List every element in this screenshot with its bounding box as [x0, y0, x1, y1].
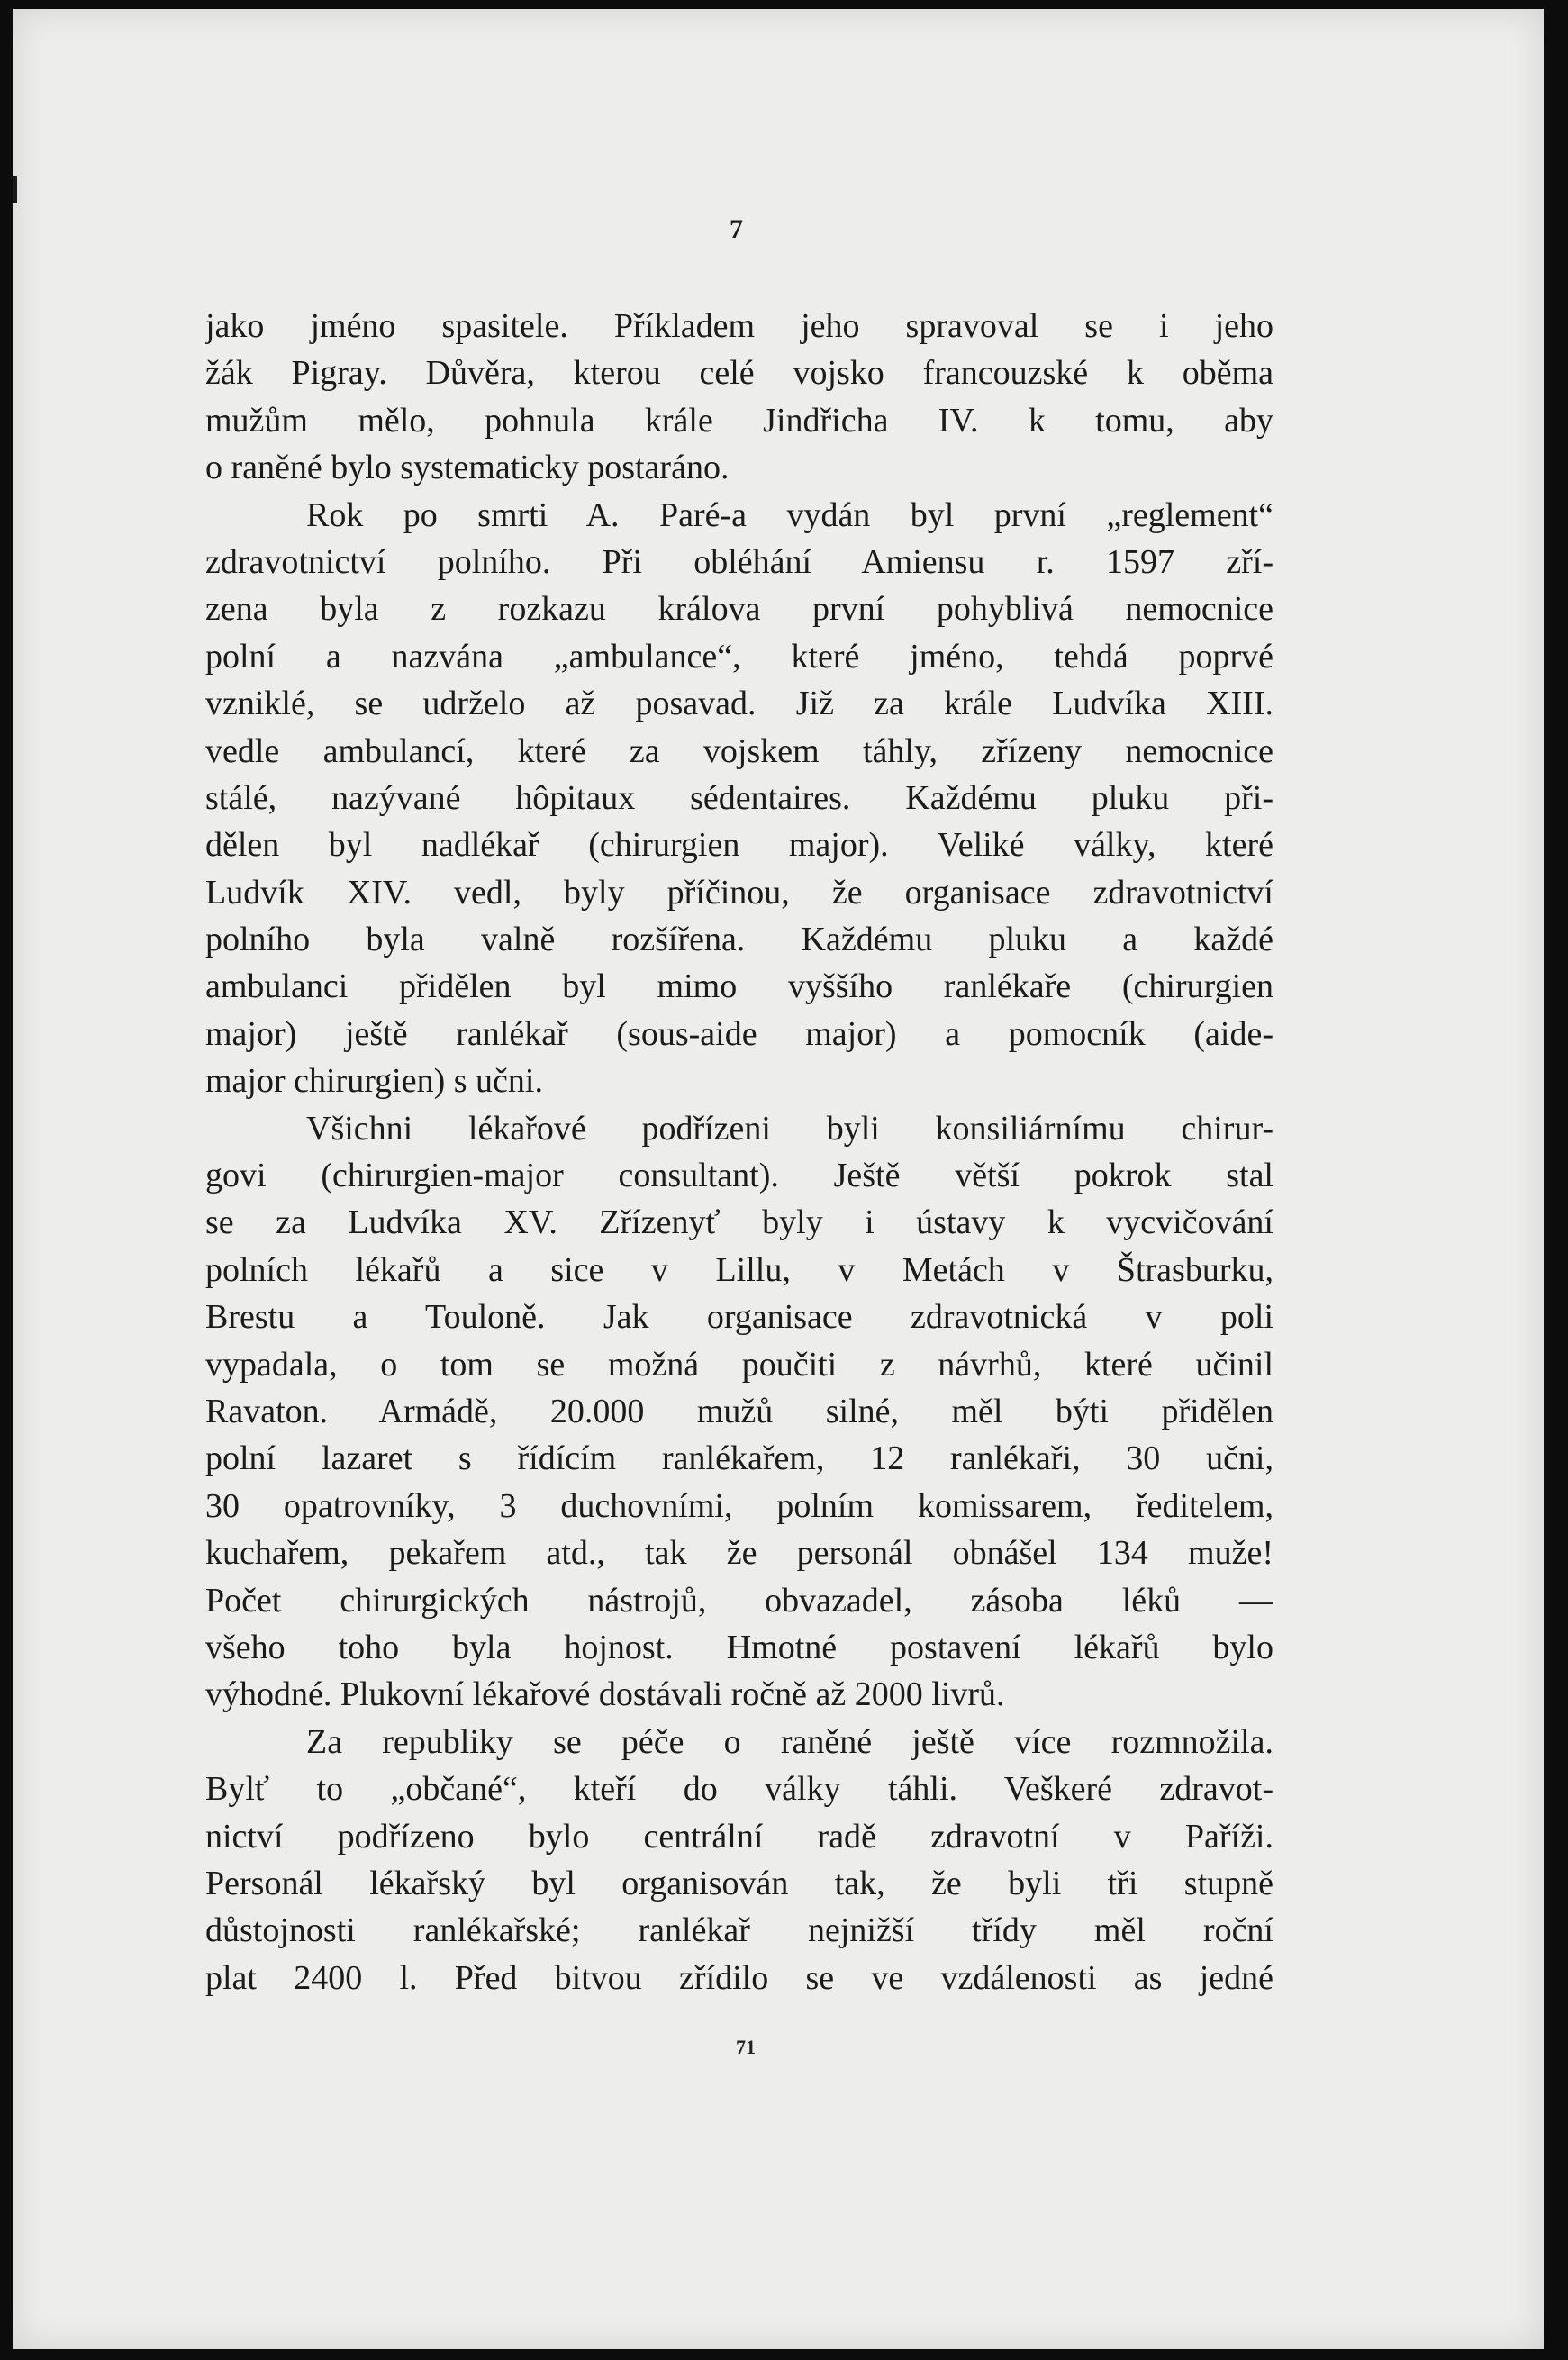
text-line: Počet chirurgických nástrojů, obvazadel, zásoba léků —: [205, 1581, 1273, 1620]
text-line: Rok po smrti A. Paré-a vydán byl první „reglement“: [306, 495, 1273, 534]
text-line: Ravaton. Armádě, 20.000 mužů silné, měl býti přidělen: [205, 1392, 1273, 1430]
text-line: plat 2400 l. Před bitvou zřídilo se ve vzdálenosti as jedné: [205, 1958, 1273, 1997]
text-line: stálé, nazývané hôpitaux sédentaires. Každému pluku při-: [205, 778, 1273, 817]
text-line: dělen byl nadlékař (chirurgien major). Veliké války, které: [205, 826, 1273, 865]
text-line: polních lékařů a sice v Lillu, v Metách v Štrasburku,: [205, 1250, 1273, 1289]
text-line: nictví podřízeno bylo centrální radě zdravotní v Paříži.: [205, 1817, 1273, 1856]
text-line: Brestu a Touloně. Jak organisace zdravotnická v poli: [205, 1298, 1273, 1337]
text-line: major) ještě ranlékař (sous-aide major) a pomocník (aide-: [205, 1014, 1273, 1053]
page-number: 7: [730, 214, 743, 244]
text-line: ambulanci přidělen byl mimo vyššího ranlékaře (chirurgien: [205, 967, 1273, 1006]
text-line: Za republiky se péče o raněné ještě více rozmnožila.: [306, 1722, 1273, 1761]
text-line: Personál lékařský byl organisován tak, že byli tři stupně: [205, 1864, 1273, 1902]
text-line: kuchařem, pekařem atd., tak že personál obnášel 134 muže!: [205, 1534, 1273, 1573]
text-line: jako jméno spasitele. Příkladem jeho spravoval se i jeho: [205, 307, 1273, 345]
binding-edge-mark: [13, 176, 17, 203]
text-line: Ludvík XIV. vedl, byly příčinou, že organisace zdravotnictví: [205, 873, 1273, 912]
text-line: polního byla valně rozšířena. Každému pluku a každé: [205, 921, 1273, 959]
text-line: major chirurgien) s učni.: [205, 1062, 543, 1101]
text-line: vedle ambulancí, které za vojskem táhly, zřízeny nemocnice: [205, 731, 1273, 770]
text-line: výhodné. Plukovní lékařové dostávali ročně až 2000 livrů.: [205, 1675, 1005, 1714]
text-line: všeho toho byla hojnost. Hmotné postavení lékařů bylo: [205, 1628, 1273, 1666]
text-line: zdravotnictví polního. Při obléhání Amiensu r. 1597 zří-: [205, 542, 1273, 581]
text-line: Bylť to „občané“, kteří do války táhli. Veškeré zdravot-: [205, 1770, 1273, 1809]
text-line: žák Pigray. Důvěra, kterou celé vojsko francouzské k oběma: [205, 354, 1273, 393]
text-line: Všichni lékařové podřízeni byli konsiliárnímu chirur-: [306, 1109, 1273, 1148]
text-line: polní lazaret s řídícím ranlékařem, 12 ranlékaři, 30 učni,: [205, 1439, 1273, 1478]
text-line: govi (chirurgien-major consultant). Ještě větší pokrok stal: [205, 1157, 1273, 1195]
signature-number: 71: [736, 2036, 756, 2058]
text-line: o raněné bylo systematicky postaráno.: [205, 449, 730, 487]
text-line: vypadala, o tom se možná poučiti z návrhů, které učinil: [205, 1345, 1273, 1384]
text-line: mužům mělo, pohnula krále Jindřicha IV. k tomu, aby: [205, 401, 1273, 440]
body-text: [205, 303, 1273, 2001]
text-line: polní a nazvána „ambulance“, které jméno, tehdá poprvé: [205, 637, 1273, 676]
book-page: [13, 9, 1544, 2349]
text-line: vzniklé, se udrželo až posavad. Již za krále Ludvíka XIII.: [205, 685, 1273, 723]
text-line: důstojnosti ranlékařské; ranlékař nejnižší třídy měl roční: [205, 1911, 1273, 1950]
text-line: se za Ludvíka XV. Zřízenyť byly i ústavy k vycvičování: [205, 1203, 1273, 1242]
text-line: zena byla z rozkazu králova první pohyblivá nemocnice: [205, 590, 1273, 629]
text-line: 30 opatrovníky, 3 duchovními, polním komissarem, ředitelem,: [205, 1486, 1273, 1525]
